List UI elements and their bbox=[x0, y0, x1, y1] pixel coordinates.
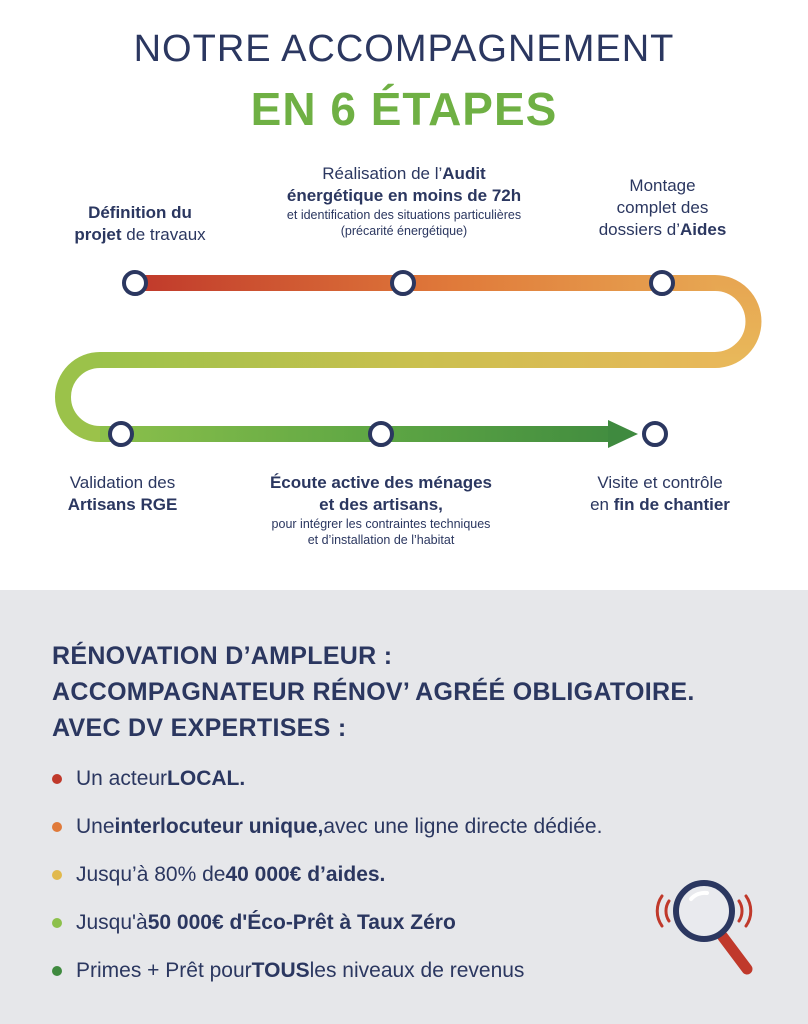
list-item: Un acteur LOCAL. bbox=[52, 755, 792, 803]
step-5-label: Écoute active des ménages et des artisans, pour intégrer les contraintes techniques et d’installation de l’habitat bbox=[269, 473, 493, 547]
step-node-4 bbox=[110, 423, 132, 445]
benefits-heading: RÉNOVATION D’AMPLEUR : ACCOMPAGNATEUR RÉNOV’ AGRÉÉ OBLIGATOIRE. AVEC DV EXPERTISES : bbox=[52, 642, 695, 742]
title-line-1: NOTRE ACCOMPAGNEMENT bbox=[133, 28, 675, 70]
step-3-label: Montage complet des dossiers d’Aides bbox=[598, 176, 727, 239]
step-1-label: Définition du projet de travaux bbox=[74, 203, 206, 244]
bullet-dot-icon bbox=[52, 918, 62, 928]
step-node-6 bbox=[644, 423, 666, 445]
list-item: Primes + Prêt pour TOUS les niveaux de revenus bbox=[52, 947, 792, 995]
step-node-3 bbox=[651, 272, 673, 294]
title-line-2: EN 6 ÉTAPES bbox=[250, 83, 558, 135]
step-2-label: Réalisation de l’Audit énergétique en moins de 72h et identification des situations particulières (précarité énergétique) bbox=[286, 164, 522, 238]
bullet-dot-icon bbox=[52, 822, 62, 832]
bullet-dot-icon bbox=[52, 870, 62, 880]
step-node-5 bbox=[370, 423, 392, 445]
magnifier-icon bbox=[655, 873, 765, 983]
bullet-dot-icon bbox=[52, 966, 62, 976]
step-node-2 bbox=[392, 272, 414, 294]
bullet-dot-icon bbox=[52, 774, 62, 784]
list-item: Une interlocuteur unique, avec une ligne directe dédiée. bbox=[52, 803, 792, 851]
list-item: Jusqu'à 50 000€ d'Éco-Prêt à Taux Zéro bbox=[52, 899, 792, 947]
step-6-label: Visite et contrôle en fin de chantier bbox=[590, 473, 730, 514]
step-node-1 bbox=[124, 272, 146, 294]
step-4-label: Validation des Artisans RGE bbox=[67, 473, 178, 514]
list-item: Jusqu’à 80% de 40 000€ d’aides. bbox=[52, 851, 792, 899]
arrow-head-icon bbox=[608, 420, 638, 448]
